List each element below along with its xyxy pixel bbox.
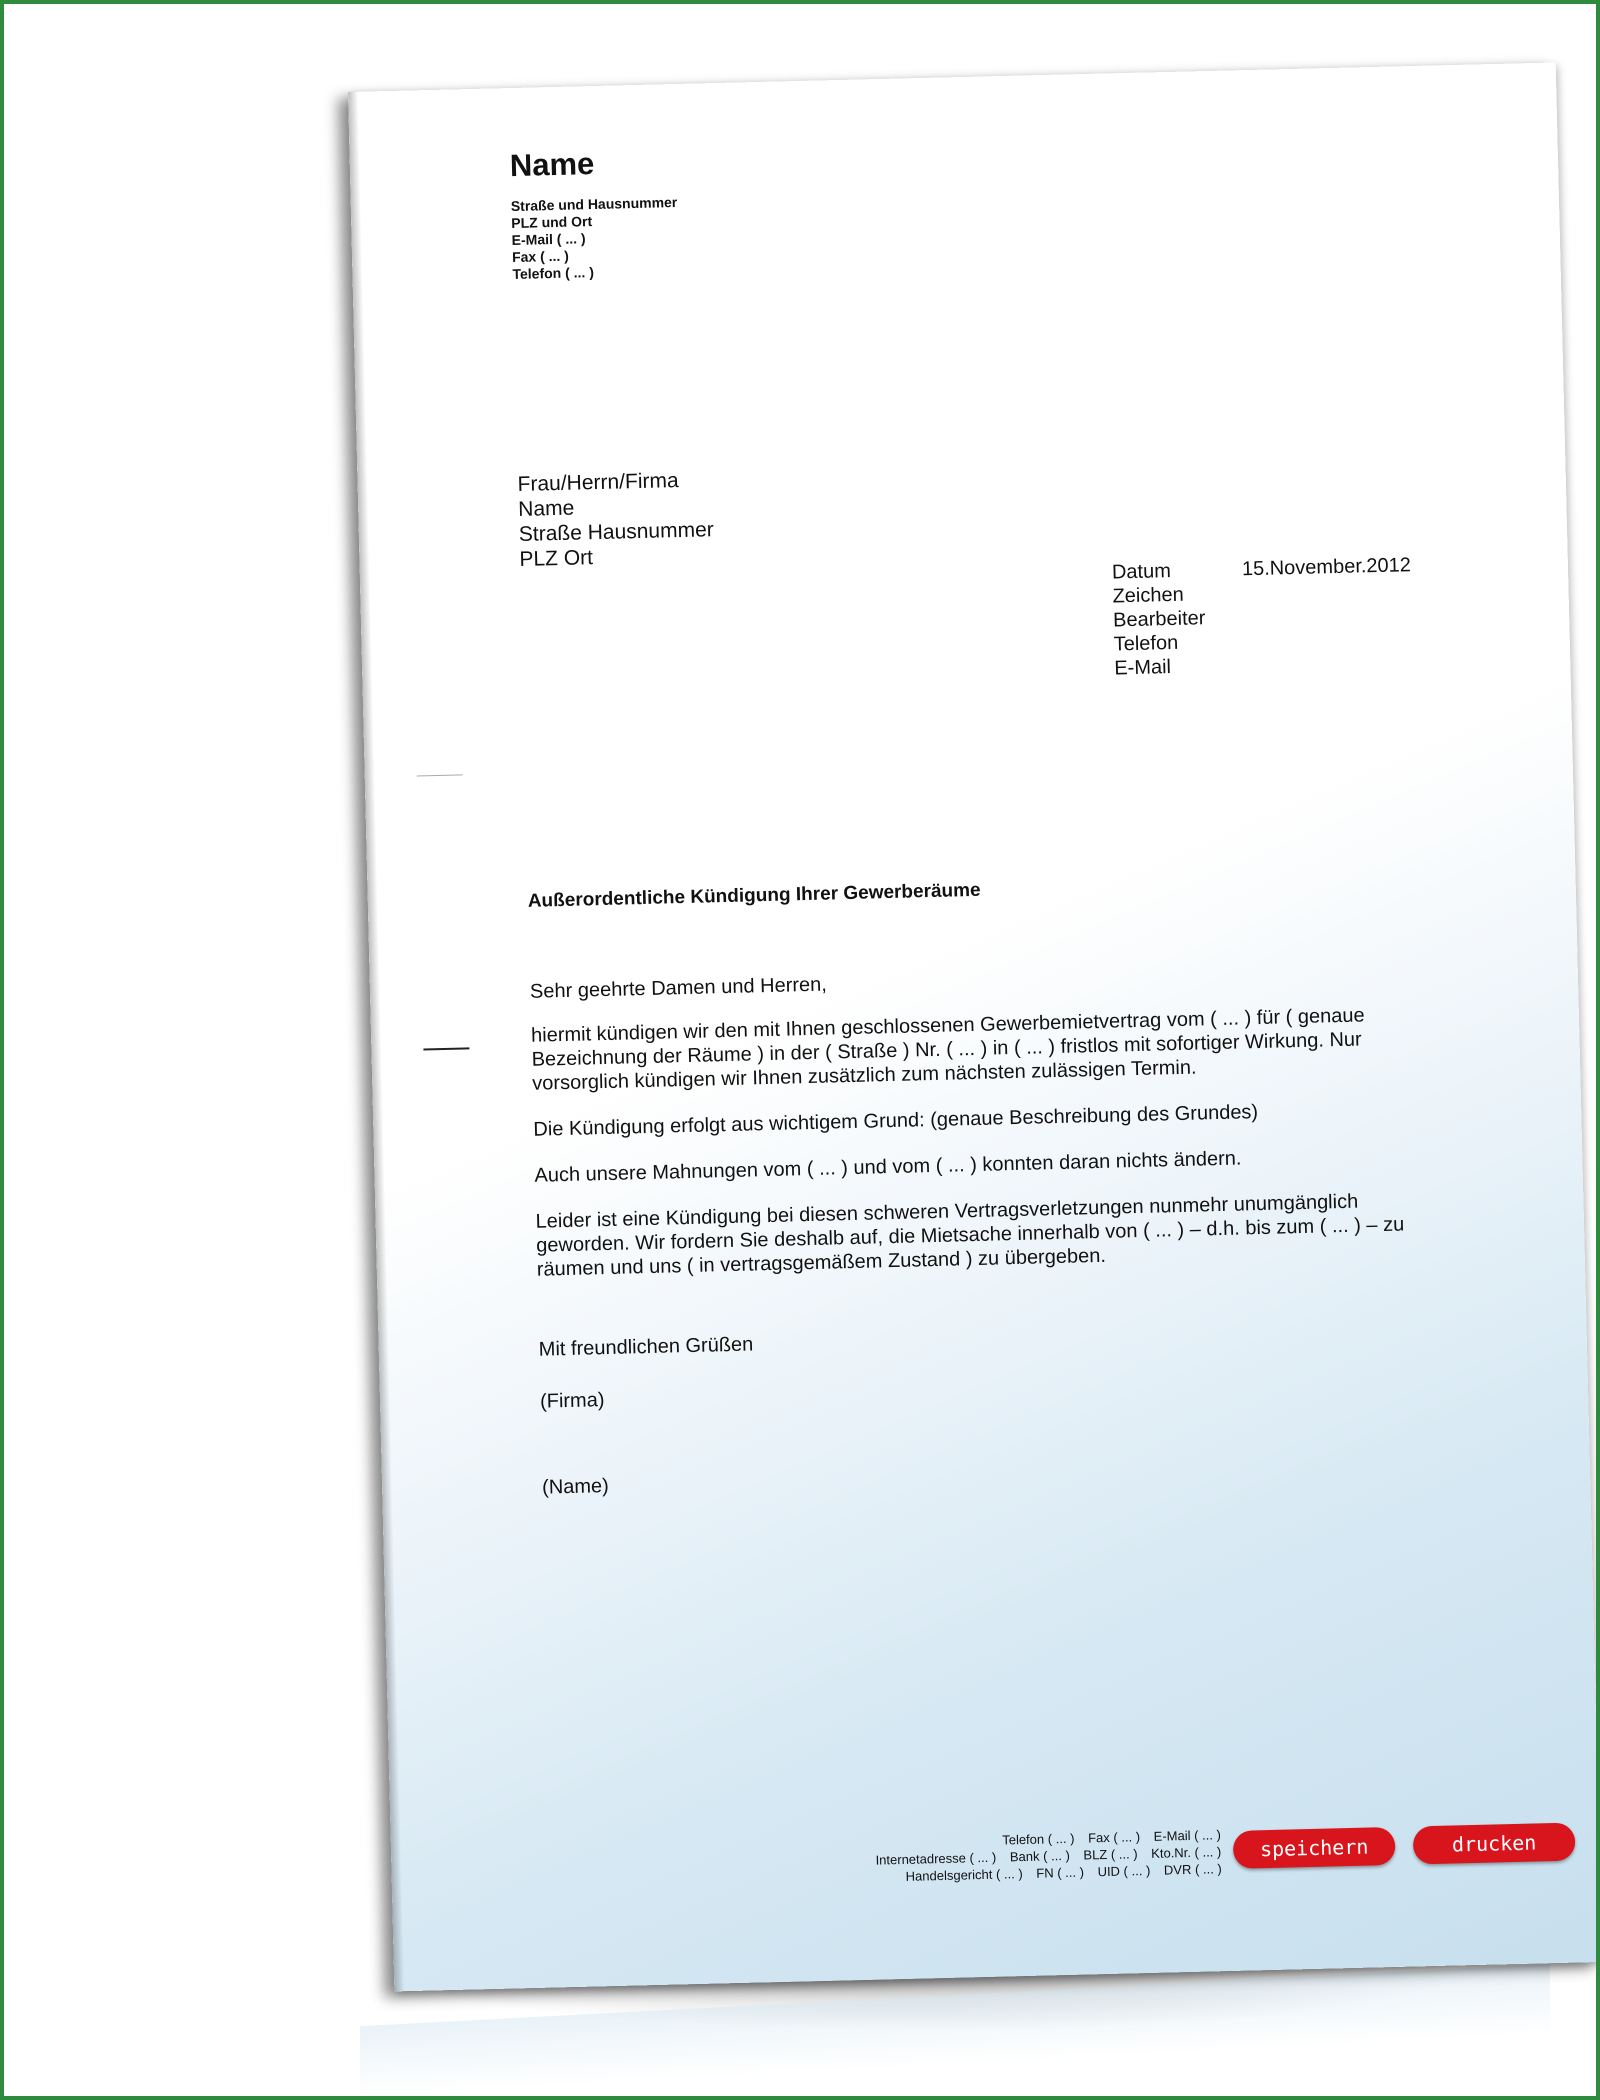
sender-email: E-Mail ( ... ) [511,230,586,249]
print-button[interactable]: drucken [1413,1823,1576,1865]
footer-bank: Bank ( ... ) [1009,1847,1070,1865]
footer-fn: FN ( ... ) [1036,1864,1085,1881]
body-paragraph: Leider ist eine Kündigung bei diesen schweren Vertragsverletzungen nunmehr unumgänglich geworden. Wir fordern Sie deshalb auf, die Mietsache innerhalb von ( ... ) – d.h. bis zum ( ... ) – zu räumen und uns ( in vertragsgemäßem Zustand ) zu übergeben. [535,1190,1405,1281]
footer-email: E-Mail ( ... ) [1153,1827,1222,1844]
email-label: E-Mail [1114,656,1172,680]
date-label: Datum [1111,560,1172,584]
recipient-street: Straße Hausnummer [518,518,714,546]
closing-company: (Firma) [539,1389,605,1413]
fold-mark [417,774,463,776]
footer-blz: BLZ ( ... ) [1083,1846,1138,1863]
footer-court: Handelsgericht ( ... ) [905,1866,1023,1884]
sender-fax: Fax ( ... ) [511,247,570,266]
recipient-name: Name [517,496,575,521]
footer-uid: UID ( ... ) [1097,1862,1151,1880]
footer-account: Kto.Nr. ( ... ) [1151,1844,1222,1861]
sender-city: PLZ und Ort [511,213,593,232]
letter-footer [861,1826,1222,1886]
footer-fax: Fax ( ... ) [1087,1829,1141,1846]
recipient-city: PLZ Ort [519,546,594,571]
reference-block [1112,553,1414,680]
footer-dvr: DVR ( ... ) [1163,1861,1222,1878]
closing-block [538,1332,757,1527]
letter-salutation: Sehr geehrte Damen und Herren, [529,973,828,1003]
phone-label: Telefon [1113,631,1179,656]
sender-name: Name [509,146,595,184]
sender-phone: Telefon ( ... ) [512,264,595,283]
sender-block [509,144,679,283]
save-button[interactable]: speichern [1233,1827,1396,1869]
body-paragraph: Auch unsere Mahnungen vom ( ... ) und vom ( ... ) konnten daran nichts ändern. [534,1147,1242,1187]
sign-label: Zeichen [1112,583,1184,608]
footer-phone: Telefon ( ... ) [1002,1830,1075,1848]
letter-subject: Außerordentliche Kündigung Ihrer Gewerberäume [527,879,981,912]
recipient-salutation: Frau/Herrn/Firma [517,469,679,496]
date-value: 15.November.2012 [1241,554,1412,581]
footer-website: Internetadresse ( ... ) [875,1849,997,1868]
recipient-block [517,467,714,572]
body-paragraph: Die Kündigung erfolgt aus wichtigem Grund: (genaue Beschreibung des Grundes) [533,1101,1259,1141]
letter-body [530,958,1418,1303]
document-page [348,62,1600,1991]
body-paragraph: hiermit kündigen wir den mit Ihnen geschlossenen Gewerbemietvertrag vom ( ... ) für ( genaue Bezeichnung der Räume ) in der ( Straße ) Nr. ( ... ) in ( ... ) fristlos mit sofortiger Wirkung. Nur vorsorglich kündigen wir Ihnen zusätzlich zum nächsten zulässigen Termin. [530,1004,1365,1095]
punch-mark [423,1047,469,1050]
closing-greeting: Mit freundlichen Grüßen [538,1333,754,1361]
editor-label: Bearbeiter [1112,607,1206,632]
sender-street: Straße und Hausnummer [510,193,678,215]
closing-name: (Name) [541,1475,610,1499]
